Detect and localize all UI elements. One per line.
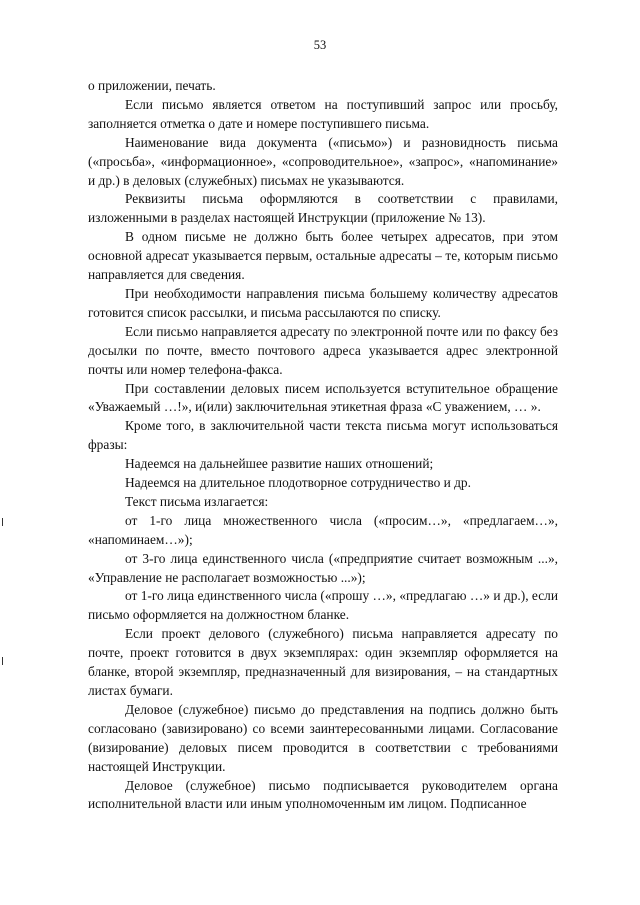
body-text: [88, 77, 558, 814]
paragraph: от 3-го лица единственного числа («предприятие считает возможным ...», «Управление не располагает возможностью ...»);: [88, 550, 558, 585]
margin-mark: [2, 657, 3, 665]
paragraph: При составлении деловых писем используется вступительное обращение «Уважаемый …!», и(или) заключительная этикетная фраза «С уважением, … ».: [88, 380, 558, 415]
paragraph: Если проект делового (служебного) письма направляется адресату по почте, проект готовится в двух экземплярах: один экземпляр оформляется на бланке, второй экземпляр, предназначенный для визирования, – на стандартных листах бумаги.: [88, 626, 558, 698]
paragraph: Текст письма излагается:: [125, 493, 269, 509]
margin-mark: [2, 518, 3, 526]
page-number: 53: [313, 38, 327, 52]
paragraph: Если письмо является ответом на поступивший запрос или просьбу, заполняется отметка о дате и номере поступившего письма.: [88, 96, 558, 131]
paragraph: Реквизиты письма оформляются в соответствии с правилами, изложенными в разделах настоящей Инструкции (приложение № 13).: [88, 191, 558, 226]
paragraph: о приложении, печать.: [88, 78, 216, 93]
paragraph: от 1-го лица множественного числа («просим…», «предлагаем…», «напоминаем…»);: [88, 512, 558, 547]
paragraph: от 1-го лица единственного числа («прошу …», «предлагаю …» и др.), если письмо оформляется на должностном бланке.: [88, 588, 558, 623]
paragraph: В одном письме не должно быть более четырех адресатов, при этом основной адресат указывается первым, остальные адресаты – те, которым письмо направляется для сведения.: [88, 229, 558, 283]
paragraph: Надеемся на дальнейшее развитие наших отношений;: [125, 456, 434, 472]
paragraph: Деловое (служебное) письмо до представления на подпись должно быть согласовано (завизировано) со всеми заинтересованными лицами. Согласование (визирование) деловых писем проводится в соответствии с требованиями настоящей Инструкции.: [88, 701, 558, 774]
paragraph: При необходимости направления письма большему количеству адресатов готовится список рассылки, и письма рассылаются по списку.: [88, 285, 558, 320]
paragraph: Если письмо направляется адресату по электронной почте или по факсу без досылки по почте, вместо почтового адреса указывается адрес электронной почты или номер телефона-факса.: [88, 323, 558, 377]
paragraph: Кроме того, в заключительной части текста письма могут использоваться фразы:: [88, 418, 558, 453]
paragraph: Надеемся на длительное плодотворное сотрудничество и др.: [125, 475, 471, 491]
paragraph: Деловое (служебное) письмо подписывается руководителем органа исполнительной власти или иным уполномоченным им лицом. Подписанное: [88, 777, 558, 812]
paragraph: Наименование вида документа («письмо») и разновидность письма («просьба», «информационное», «сопроводительное», «запрос», «напоминание» и др.) в деловых (служебных) письмах не указываются.: [88, 134, 558, 188]
